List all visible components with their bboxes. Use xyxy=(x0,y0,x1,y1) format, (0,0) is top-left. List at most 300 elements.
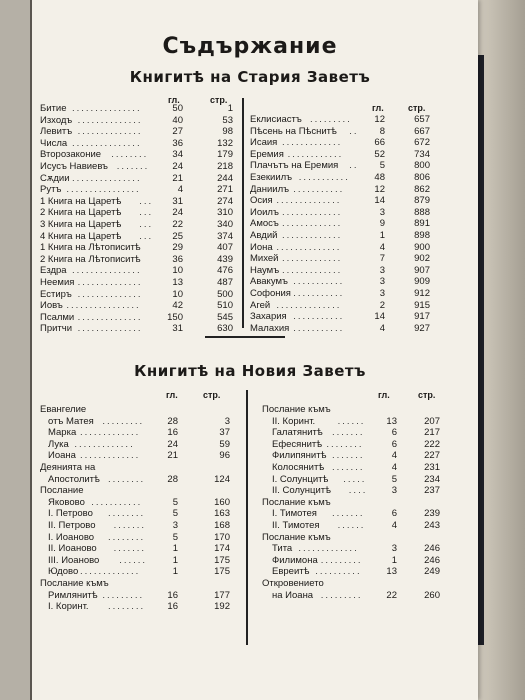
page-number: 53 xyxy=(222,114,233,126)
leader-dots: ........ xyxy=(108,601,146,613)
toc-entry xyxy=(262,474,444,486)
book-name: II. Солунцитѣ xyxy=(272,485,331,497)
book-name: Деянията на xyxy=(40,461,96,473)
toc-entry xyxy=(262,439,444,451)
chapter-count: 12 xyxy=(374,183,385,195)
leader-dots: ........ xyxy=(108,508,146,520)
toc-entry xyxy=(262,450,444,462)
toc-entry xyxy=(250,172,435,184)
chapter-count: 6 xyxy=(391,438,397,450)
book-name: Ездра xyxy=(40,265,67,277)
toc-entry xyxy=(262,566,444,578)
leader-dots: ... xyxy=(139,230,154,242)
toc-entry xyxy=(262,427,444,439)
page-number: 177 xyxy=(214,589,230,601)
book-name: Неемия xyxy=(40,276,75,288)
toc-entry xyxy=(40,578,240,590)
toc-entry xyxy=(40,312,240,324)
page-number: 915 xyxy=(414,299,430,311)
toc-entry xyxy=(40,265,240,277)
page-number: 239 xyxy=(424,508,440,520)
toc-entry xyxy=(262,462,444,474)
page-number: 476 xyxy=(217,265,233,277)
toc-entry xyxy=(40,601,240,613)
leader-dots: ......... xyxy=(310,114,352,125)
chapter-count: 3 xyxy=(172,519,178,531)
toc-entry xyxy=(40,485,240,497)
toc-entry xyxy=(262,485,444,497)
book-name: II. Петрово xyxy=(48,519,96,531)
chapter-count: 21 xyxy=(172,172,183,184)
leader-dots: ........ xyxy=(326,438,364,450)
chapter-count: 5 xyxy=(391,473,397,485)
page-number: 192 xyxy=(214,601,230,613)
page-number: 217 xyxy=(424,427,440,439)
book-name: Галатянитѣ xyxy=(272,427,323,439)
page-number: 274 xyxy=(217,195,233,207)
chapter-count: 4 xyxy=(379,322,385,334)
book-name: 2 Книга на Царетѣ xyxy=(40,207,122,219)
chapter-count: 6 xyxy=(391,508,397,520)
chapter-count: 4 xyxy=(177,184,183,196)
chapter-count: 3 xyxy=(379,264,385,276)
chapter-count: 16 xyxy=(167,601,178,613)
page-number: 667 xyxy=(414,125,430,137)
book-name: Битие xyxy=(40,103,67,114)
ot-left-list xyxy=(40,103,240,335)
toc-entry xyxy=(40,532,240,544)
toc-entry xyxy=(40,543,240,555)
leader-dots: ............. xyxy=(80,450,141,462)
page-number: 340 xyxy=(217,218,233,230)
book-name: I. Петрово xyxy=(48,508,93,520)
chapter-count: 40 xyxy=(172,114,183,126)
toc-entry xyxy=(262,508,444,520)
book-name: Иона xyxy=(250,241,273,253)
page-number: 907 xyxy=(414,264,430,276)
toc-entry xyxy=(262,590,444,602)
page-number: 891 xyxy=(414,218,430,230)
book-name: Левитъ xyxy=(40,126,73,138)
nt-column-divider xyxy=(246,390,248,645)
toc-entry xyxy=(250,195,435,207)
chapter-count: 9 xyxy=(379,218,385,230)
toc-entry xyxy=(250,149,435,161)
nt-right-chapters-header: гл. xyxy=(378,390,390,400)
book-name: Софония xyxy=(250,287,291,299)
toc-entry xyxy=(40,173,240,185)
toc-entry xyxy=(40,138,240,150)
toc-entry xyxy=(40,103,240,115)
toc-entry xyxy=(250,137,435,149)
page-number: 657 xyxy=(414,114,430,125)
leader-dots: ........... xyxy=(298,171,350,183)
chapter-count: 31 xyxy=(172,323,183,335)
page-number: 132 xyxy=(217,137,233,149)
leader-dots: ....... xyxy=(332,450,365,462)
nt-left-pages-header: стр. xyxy=(203,390,221,400)
book-name: на Иоана xyxy=(272,589,314,601)
ot-left-chapters-header: гл. xyxy=(168,95,180,105)
chapter-count: 28 xyxy=(167,415,178,427)
facing-page-edge xyxy=(0,0,30,700)
toc-entry xyxy=(40,277,240,289)
chapter-count: 150 xyxy=(167,311,183,323)
book-name: Агей xyxy=(250,299,271,311)
leader-dots: ...... xyxy=(337,415,366,427)
page-number: 630 xyxy=(217,323,233,335)
toc-entry xyxy=(250,311,435,323)
leader-dots: ........ xyxy=(111,149,149,161)
page-number: 510 xyxy=(217,300,233,312)
leader-dots: ....... xyxy=(332,427,365,439)
page-number: 888 xyxy=(414,206,430,218)
toc-entry xyxy=(40,149,240,161)
leader-dots: ........ xyxy=(108,473,146,485)
leader-dots: .......... xyxy=(315,566,362,578)
book-name: Исаия xyxy=(250,137,278,149)
page-number: 231 xyxy=(424,461,440,473)
page-number: 545 xyxy=(217,311,233,323)
toc-entry xyxy=(40,439,240,451)
chapter-count: 13 xyxy=(386,415,397,427)
book-name: Плачътъ на Еремия xyxy=(250,160,339,172)
book-name: Изходъ xyxy=(40,114,73,126)
page-number: 407 xyxy=(217,242,233,254)
book-name: Малахия xyxy=(250,322,290,334)
book-name: Евангелие xyxy=(40,404,87,415)
toc-entry xyxy=(250,242,435,254)
new-testament-heading: Книгитѣ на Новия Заветъ xyxy=(134,362,366,380)
chapter-count: 4 xyxy=(379,241,385,253)
page-number: 246 xyxy=(424,543,440,555)
book-name: Рутъ xyxy=(40,184,62,196)
leader-dots: ....... xyxy=(116,160,150,172)
toc-entry xyxy=(250,218,435,230)
book-name: Псалми xyxy=(40,311,75,323)
book-name: Пѣсень на Пѣснитѣ xyxy=(250,125,337,137)
chapter-count: 52 xyxy=(374,148,385,160)
leader-dots: .. xyxy=(349,125,359,137)
leader-dots: ...... xyxy=(119,554,148,566)
book-name: Ефесянитѣ xyxy=(272,438,323,450)
leader-dots: ......... xyxy=(320,554,363,566)
toc-entry xyxy=(40,323,240,335)
toc-entry xyxy=(40,450,240,462)
chapter-count: 3 xyxy=(379,276,385,288)
ot-right-pages-header: стр. xyxy=(408,103,426,113)
toc-entry xyxy=(262,497,444,509)
page-number: 96 xyxy=(219,450,230,462)
book-name: Иоана xyxy=(48,450,76,462)
page-gutter xyxy=(30,0,32,700)
book-name: Михей xyxy=(250,253,279,265)
page-number: 249 xyxy=(424,566,440,578)
chapter-count: 21 xyxy=(167,450,178,462)
page-number: 227 xyxy=(424,450,440,462)
book-name: Филипянитѣ xyxy=(272,450,327,462)
book-name: Тита xyxy=(272,543,293,555)
book-name: III. Иоаново xyxy=(48,554,100,566)
page-number: 260 xyxy=(424,589,440,601)
page-number: 222 xyxy=(424,438,440,450)
leader-dots: .. xyxy=(349,160,359,172)
toc-entry xyxy=(250,114,435,126)
chapter-count: 42 xyxy=(172,300,183,312)
leader-dots: .............. xyxy=(77,311,143,323)
page-number: 168 xyxy=(214,519,230,531)
toc-entry xyxy=(250,126,435,138)
chapter-count: 5 xyxy=(172,496,178,508)
leader-dots: ............... xyxy=(72,103,142,114)
toc-entry xyxy=(40,254,240,266)
leader-dots: ............... xyxy=(72,137,142,149)
toc-entry xyxy=(250,300,435,312)
book-name: Иовъ xyxy=(40,300,63,312)
page-number: 862 xyxy=(414,183,430,195)
chapter-count: 16 xyxy=(167,427,178,439)
leader-dots: ............ xyxy=(287,148,344,160)
toc-entry xyxy=(262,520,444,532)
toc-entry xyxy=(40,555,240,567)
leader-dots: .............. xyxy=(77,276,143,288)
page-number: 175 xyxy=(214,554,230,566)
toc-entry xyxy=(250,253,435,265)
book-name: Марка xyxy=(48,427,77,439)
book-name: Сѫдии xyxy=(40,172,70,184)
book-name: Осия xyxy=(250,195,273,207)
page-number: 174 xyxy=(214,543,230,555)
book-name: I. Иоаново xyxy=(48,531,95,543)
toc-entry xyxy=(40,590,240,602)
chapter-count: 4 xyxy=(391,519,397,531)
book-name: Авакумъ xyxy=(250,276,288,288)
leader-dots: .............. xyxy=(77,288,143,300)
toc-entry xyxy=(262,416,444,428)
leader-dots: ........... xyxy=(293,287,345,299)
chapter-count: 24 xyxy=(172,160,183,172)
toc-entry xyxy=(250,230,435,242)
book-name: отъ Матея xyxy=(48,415,94,427)
leader-dots: ........... xyxy=(293,276,345,288)
book-name: Исусъ Навиевъ xyxy=(40,160,108,172)
chapter-count: 14 xyxy=(374,311,385,323)
leader-dots: ....... xyxy=(332,508,365,520)
toc-entry xyxy=(40,161,240,173)
leader-dots: ..... xyxy=(343,473,367,485)
leader-dots: ........... xyxy=(91,496,143,508)
page-number: 160 xyxy=(214,496,230,508)
chapter-count: 13 xyxy=(386,566,397,578)
page-number: 500 xyxy=(217,288,233,300)
leader-dots: ......... xyxy=(102,415,145,427)
old-testament-heading: Книгитѣ на Стария Заветъ xyxy=(129,68,371,86)
chapter-count: 1 xyxy=(379,229,385,241)
page-number: 124 xyxy=(214,473,230,485)
nt-left-list xyxy=(40,404,240,613)
book-name: Римлянитѣ xyxy=(48,589,98,601)
book-name: Послание къмъ xyxy=(40,577,109,589)
chapter-count: 13 xyxy=(172,276,183,288)
chapter-count: 14 xyxy=(374,195,385,207)
page-number: 175 xyxy=(214,566,230,578)
leader-dots: .............. xyxy=(77,323,143,335)
toc-entry xyxy=(40,508,240,520)
toc-entry xyxy=(40,207,240,219)
page-number: 374 xyxy=(217,230,233,242)
toc-entry xyxy=(250,207,435,219)
leader-dots: ... xyxy=(139,207,154,219)
toc-entry xyxy=(262,532,444,544)
page-number: 310 xyxy=(217,207,233,219)
page-number: 271 xyxy=(217,184,233,196)
book-name: Филимона xyxy=(272,554,318,566)
leader-dots: ............. xyxy=(282,253,343,265)
leader-dots: ... xyxy=(139,218,154,230)
chapter-count: 25 xyxy=(172,230,183,242)
page-number: 234 xyxy=(424,473,440,485)
leader-dots: ...... xyxy=(337,519,366,531)
leader-dots: .............. xyxy=(77,126,143,138)
book-name: Послание къмъ xyxy=(262,531,331,543)
chapter-count: 24 xyxy=(167,438,178,450)
chapter-count: 1 xyxy=(172,543,178,555)
chapter-count: 1 xyxy=(172,554,178,566)
leader-dots: ........... xyxy=(293,322,345,334)
chapter-count: 24 xyxy=(172,207,183,219)
ot-column-divider xyxy=(242,98,244,328)
page-number: 902 xyxy=(414,253,430,265)
leader-dots: ............. xyxy=(282,264,343,276)
chapter-count: 29 xyxy=(172,242,183,254)
toc-entry xyxy=(40,231,240,243)
book-name: Апостолитѣ xyxy=(48,473,100,485)
book-name: 3 Книга на Царетѣ xyxy=(40,218,122,230)
toc-entry xyxy=(40,566,240,578)
leader-dots: ............... xyxy=(72,265,142,277)
chapter-count: 34 xyxy=(172,149,183,161)
toc-entry xyxy=(40,196,240,208)
chapter-count: 7 xyxy=(379,253,385,265)
page-number: 672 xyxy=(414,137,430,149)
chapter-count: 28 xyxy=(167,473,178,485)
page-number: 917 xyxy=(414,311,430,323)
toc-entry xyxy=(40,300,240,312)
leader-dots: .............. xyxy=(276,195,342,207)
chapter-count: 10 xyxy=(172,265,183,277)
book-name: Наумъ xyxy=(250,264,280,276)
toc-entry xyxy=(250,323,435,335)
page-number: 244 xyxy=(217,172,233,184)
book-name: Естиръ xyxy=(40,288,72,300)
chapter-count: 16 xyxy=(167,589,178,601)
leader-dots: ............. xyxy=(298,543,359,555)
leader-dots: .............. xyxy=(276,299,342,311)
chapter-count: 3 xyxy=(391,485,397,497)
book-name: Числа xyxy=(40,137,68,149)
leader-dots: ............. xyxy=(80,427,141,439)
book-name: Притчи xyxy=(40,323,73,335)
toc-entry xyxy=(40,219,240,231)
book-name: Авдий xyxy=(250,229,278,241)
page-number: 59 xyxy=(219,438,230,450)
chapter-count: 27 xyxy=(172,126,183,138)
toc-entry xyxy=(40,184,240,196)
page-number: 98 xyxy=(222,126,233,138)
page-number: 237 xyxy=(424,485,440,497)
book-name: Еклисиастъ xyxy=(250,114,302,125)
toc-entry xyxy=(40,474,240,486)
leader-dots: ............. xyxy=(80,566,141,578)
toc-entry xyxy=(250,276,435,288)
toc-entry xyxy=(40,115,240,127)
leader-dots: ......... xyxy=(320,589,363,601)
leader-dots: ................ xyxy=(66,184,141,196)
chapter-count: 3 xyxy=(379,287,385,299)
chapter-count: 5 xyxy=(172,508,178,520)
ot-left-pages-header: стр. xyxy=(210,95,228,105)
page-number: 900 xyxy=(414,241,430,253)
chapter-count: 1 xyxy=(391,554,397,566)
chapter-count: 22 xyxy=(386,589,397,601)
page-number: 909 xyxy=(414,276,430,288)
book-name: I. Тимотея xyxy=(272,508,317,520)
book-name: Послание къмъ xyxy=(262,404,331,415)
chapter-count: 4 xyxy=(391,461,397,473)
leader-dots: ............. xyxy=(282,218,343,230)
book-name: Евреитѣ xyxy=(272,566,310,578)
page-number: 207 xyxy=(424,415,440,427)
chapter-count: 36 xyxy=(172,253,183,265)
book-name: Даниилъ xyxy=(250,183,290,195)
page-number: 806 xyxy=(414,171,430,183)
book-name: 1 Книга на Царетѣ xyxy=(40,195,122,207)
book-name: Езекиилъ xyxy=(250,171,293,183)
page-number: 439 xyxy=(217,253,233,265)
chapter-count: 22 xyxy=(172,218,183,230)
page-number: 898 xyxy=(414,229,430,241)
leader-dots: ......... xyxy=(102,589,145,601)
book-name: Лука xyxy=(48,438,69,450)
chapter-count: 50 xyxy=(172,103,183,114)
toc-entry xyxy=(250,184,435,196)
leader-dots: ....... xyxy=(332,461,365,473)
leader-dots: ................ xyxy=(66,300,141,312)
page-number: 927 xyxy=(414,322,430,334)
nt-right-pages-header: стр. xyxy=(418,390,436,400)
chapter-count: 2 xyxy=(379,299,385,311)
chapter-count: 66 xyxy=(374,137,385,149)
toc-entry xyxy=(40,520,240,532)
book-name: I. Солунцитѣ xyxy=(272,473,329,485)
book-name: Юдово xyxy=(48,566,79,578)
chapter-count: 12 xyxy=(374,114,385,125)
toc-entry xyxy=(40,416,240,428)
page-number: 800 xyxy=(414,160,430,172)
page-number: 734 xyxy=(414,148,430,160)
chapter-count: 3 xyxy=(379,206,385,218)
book-name: 4 Книга на Царетѣ xyxy=(40,230,122,242)
chapter-count: 36 xyxy=(172,137,183,149)
book-name: II. Тимотея xyxy=(272,519,320,531)
toc-entry xyxy=(250,288,435,300)
leader-dots: ....... xyxy=(113,519,147,531)
toc-entry xyxy=(262,543,444,555)
page-number: 487 xyxy=(217,276,233,288)
chapter-count: 6 xyxy=(391,427,397,439)
book-name: II. Иоаново xyxy=(48,543,97,555)
ot-right-list xyxy=(250,114,435,334)
